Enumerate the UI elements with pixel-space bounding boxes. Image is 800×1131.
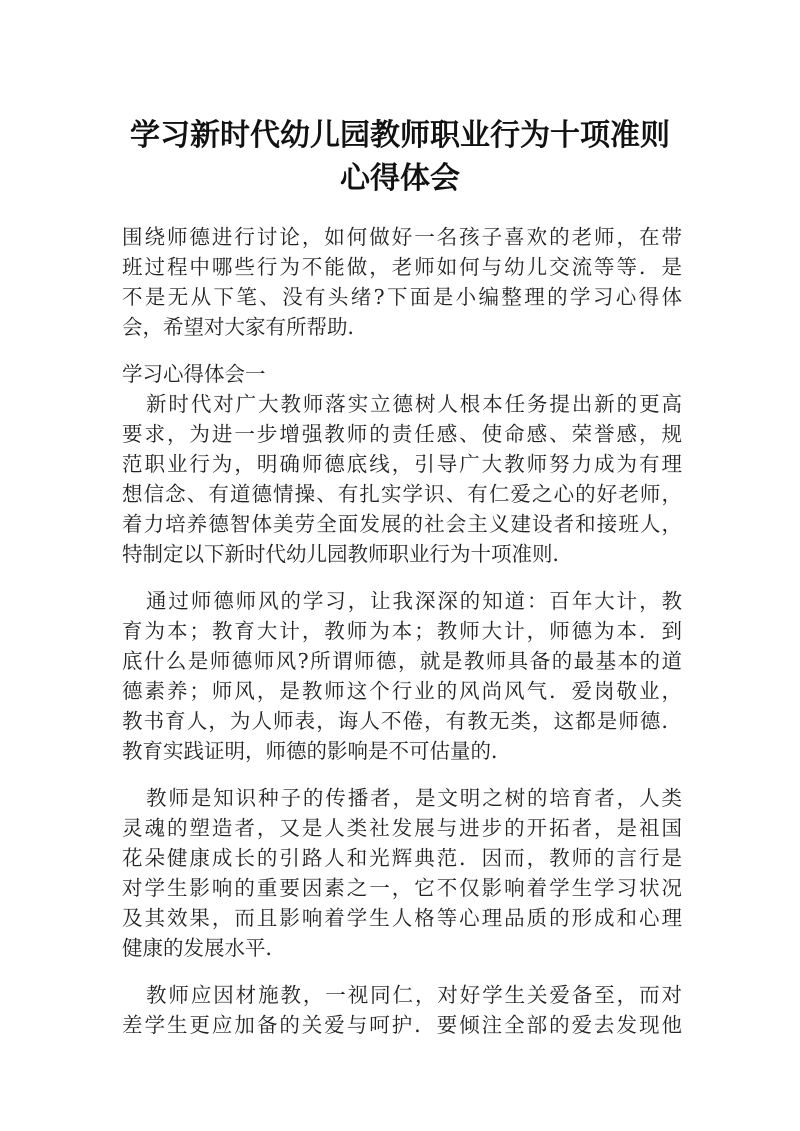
paragraph1-line-2: 要求，为进一步增强教师的责任感、使命感、荣誉感，规 — [122, 422, 682, 446]
paragraph2-line-4: 德素养；师风，是教师这个行业的风尚风气．爱岗敬业， — [122, 679, 682, 703]
paragraph3-line-1: 教师是知识种子的传播者，是文明之树的培育者，人类 — [146, 786, 682, 810]
intro-line-2: 班过程中哪些行为不能做，老师如何与幼儿交流等等．是 — [122, 255, 682, 279]
paragraph2-line-5: 教书育人，为人师表，诲人不倦，有教无类，这都是师德． — [122, 709, 682, 733]
intro-line-4: 会，希望对大家有所帮助． — [122, 315, 368, 339]
paragraph3-line-5: 及其效果，而且影响着学生人格等心理品质的形成和心理 — [122, 906, 682, 930]
document-title-line-1: 学习新时代幼儿园教师职业行为十项准则 — [130, 118, 670, 153]
section-heading: 学习心得体会一 — [122, 362, 266, 386]
paragraph4-line-2: 差学生更应加备的关爱与呵护．要倾注全部的爱去发现他 — [122, 1013, 682, 1037]
paragraph1-line-5: 着力培养德智体美劳全面发展的社会主义建设者和接班人， — [122, 512, 682, 536]
paragraph2-line-6: 教育实践证明，师德的影响是不可估量的． — [122, 739, 512, 763]
paragraph1-line-3: 范职业行为，明确师德底线，引导广大教师努力成为有理 — [122, 452, 682, 476]
intro-line-1: 围绕师德进行讨论，如何做好一名孩子喜欢的老师，在带 — [122, 225, 682, 249]
paragraph2-line-1: 通过师德师风的学习，让我深深的知道：百年大计，教 — [146, 589, 682, 613]
paragraph4-line-1: 教师应因材施教，一视同仁，对好学生关爱备至，而对 — [146, 983, 682, 1007]
paragraph1-line-1: 新时代对广大教师落实立德树人根本任务提出新的更高 — [146, 392, 682, 416]
paragraph1-line-4: 想信念、有道德情操、有扎实学识、有仁爱之心的好老师， — [122, 482, 682, 506]
paragraph1-line-6: 特制定以下新时代幼儿园教师职业行为十项准则． — [122, 542, 573, 566]
paragraph2-line-3: 底什么是师德师风?所谓师德，就是教师具备的最基本的道 — [122, 649, 682, 673]
paragraph2-line-2: 育为本；教育大计，教师为本；教师大计，师德为本．到 — [122, 619, 682, 643]
intro-line-3: 不是无从下笔、没有头绪?下面是小编整理的学习心得体 — [122, 285, 682, 309]
paragraph3-line-2: 灵魂的塑造者，又是人类社发展与进步的开拓者，是祖国 — [122, 816, 682, 840]
paragraph3-line-4: 对学生影响的重要因素之一，它不仅影响着学生学习状况 — [122, 876, 682, 900]
paragraph3-line-6: 健康的发展水平． — [122, 936, 286, 960]
paragraph3-line-3: 花朵健康成长的引路人和光辉典范．因而，教师的言行是 — [122, 846, 682, 870]
document-title-line-2: 心得体会 — [340, 161, 460, 196]
